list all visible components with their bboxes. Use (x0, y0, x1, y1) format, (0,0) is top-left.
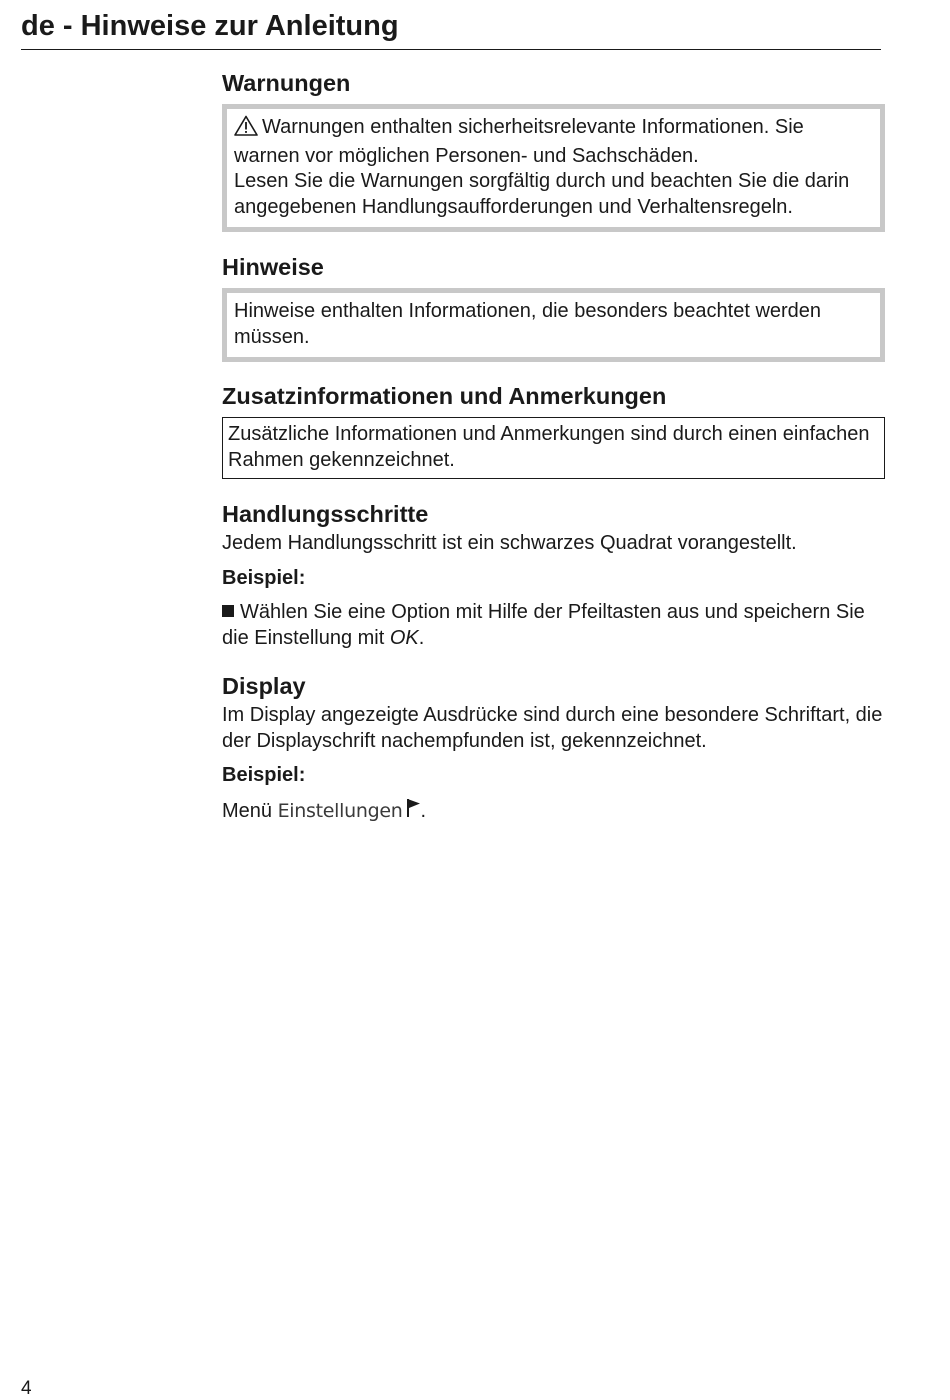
display-example-term: Einstellungen (277, 799, 403, 822)
display-text: Im Display angezeigte Ausdrücke sind durch eine besondere Schriftart, die der Displayschrift nachempfunden ist, gekennzeichnet. (222, 704, 883, 752)
handlung-example-label: Beispiel: (222, 566, 306, 589)
note-box (222, 288, 885, 362)
display-example-label: Beispiel: (222, 764, 306, 786)
heading-display: Display (222, 673, 306, 699)
section-hinweise (222, 250, 885, 362)
heading-warnungen: Warnungen (222, 70, 351, 96)
info-box (222, 417, 885, 479)
warning-text-2: Lesen Sie die Warnungen sorgfältig durch und beachten Sie die darin angegebenen Handlungsaufforderungen und Verhaltensregeln. (234, 170, 850, 218)
heading-zusatz: Zusatzinformationen und Anmerkungen (222, 383, 667, 409)
warning-box (222, 104, 885, 232)
section-warnungen (222, 66, 885, 232)
display-example (222, 798, 885, 826)
handlung-text: Jedem Handlungsschritt ist ein schwarzes Quadrat vorangestellt. (222, 532, 797, 554)
handlung-example-text: Wählen Sie eine Option mit Hilfe der Pfeiltasten aus und speichern Sie die Einstellung mit (222, 601, 865, 649)
flag-icon (406, 798, 421, 826)
ok-key-label: OK (389, 626, 419, 649)
page-title: de - Hinweise zur Anleitung (21, 10, 399, 42)
display-example-prefix: Menü (222, 799, 278, 822)
warning-text-1: Warnungen enthalten sicherheitsrelevante Informationen. Sie warnen vor möglichen Personen- und Sachschäden. (234, 116, 804, 167)
display-example-end: . (420, 799, 427, 822)
page-header (21, 8, 881, 50)
section-zusatz (222, 379, 885, 479)
info-text: Zusätzliche Informationen und Anmerkungen sind durch einen einfachen Rahmen gekennzeichnet. (228, 423, 870, 471)
section-display (222, 669, 885, 825)
heading-handlung: Handlungsschritte (222, 501, 429, 527)
handlung-example-end: . (418, 626, 425, 649)
section-handlung (222, 497, 885, 651)
note-text: Hinweise enthalten Informationen, die besonders beachtet werden müssen. (234, 300, 822, 348)
page-number: 4 (21, 1378, 32, 1399)
heading-hinweise: Hinweise (222, 254, 324, 280)
square-bullet-icon (222, 605, 234, 617)
warning-triangle-icon (234, 115, 258, 144)
main-content (222, 66, 885, 825)
handlung-example (222, 600, 885, 651)
